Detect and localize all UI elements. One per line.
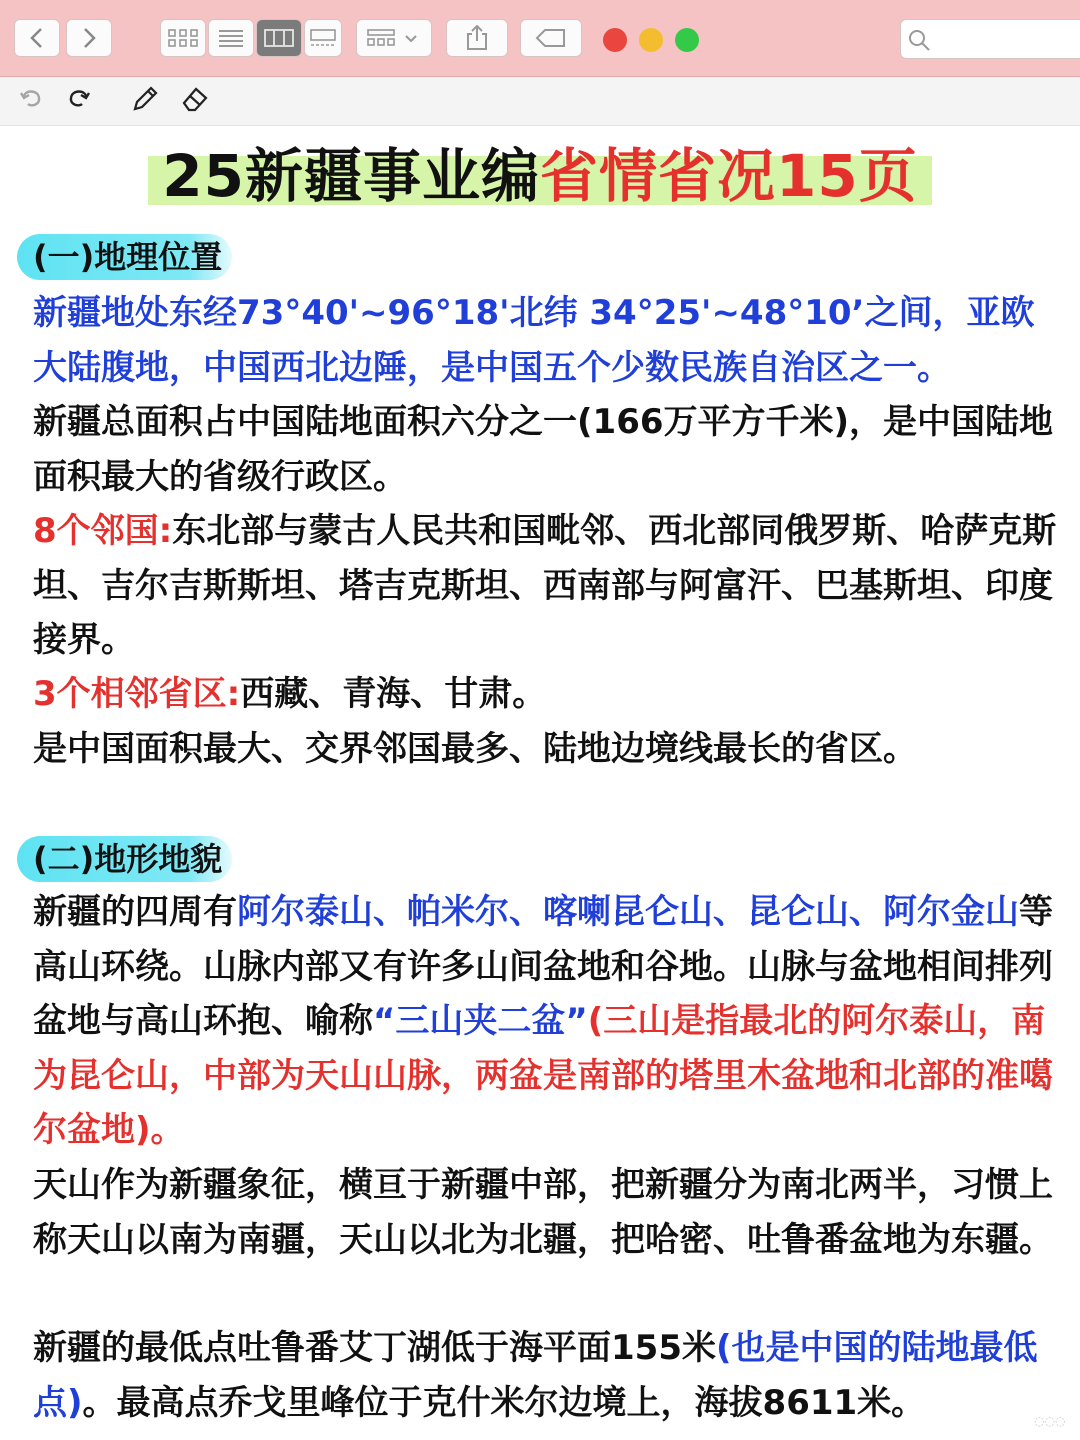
title-container — [0, 138, 1080, 214]
watermark-logo: ◌◌◌ — [1034, 1414, 1066, 1428]
section2-paragraph-mountains — [33, 885, 1058, 1158]
neighbors-text: 东北部与蒙古人民共和国毗邻、西北部同俄罗斯、哈萨克斯坦、吉尔吉斯斯坦、塔吉克斯坦、西南部与阿富汗、巴基斯坦、印度接界。 — [33, 511, 1057, 660]
tag-icon — [535, 28, 567, 48]
grid-view-button[interactable] — [160, 19, 206, 57]
section2-paragraph-elevation — [33, 1321, 1058, 1430]
back-button[interactable] — [14, 19, 60, 57]
markup-toolbar — [0, 77, 1080, 126]
three-mountains-explanation: (三山是指最北的阿尔泰山，南为昆仑山，中部为天山山脉，两盆是南部的塔里木盆地和北部的准噶尔盆地)。 — [33, 1001, 1053, 1150]
close-window-button[interactable] — [603, 28, 627, 52]
elevation-text-a: 新疆的最低点吐鲁番艾丁湖低于海平面155米 — [33, 1328, 716, 1368]
section1-paragraph-neighbors — [33, 504, 1058, 668]
title-part2: 省情省况15页 — [540, 142, 918, 210]
elevation-text-c: 。最高点乔戈里峰位于克什米尔边境上，海拔8611米。 — [82, 1382, 926, 1423]
section-heading-terrain: (二)地形地貌 — [17, 836, 232, 882]
search-icon — [907, 28, 931, 52]
forward-button[interactable] — [66, 19, 112, 57]
list-view-button[interactable] — [208, 19, 254, 57]
three-mountains-phrase: “三山夹二盆” — [373, 1001, 588, 1041]
column-view-button[interactable] — [256, 19, 302, 57]
minimize-window-button[interactable] — [639, 28, 663, 52]
section1-paragraph-area: 新疆总面积占中国陆地面积六分之一(166万平方千米)，是中国陆地面积最大的省级行政区。 — [33, 402, 1054, 497]
forward-icon — [81, 27, 97, 49]
section1-paragraph-provinces — [33, 667, 1058, 722]
back-icon — [29, 27, 45, 49]
pencil-icon[interactable] — [130, 84, 160, 114]
list-view-icon — [218, 28, 244, 48]
title-part1: 25新疆事业编 — [162, 142, 540, 210]
gallery-view-button[interactable] — [304, 19, 342, 57]
mountains-text-c: 等高山环绕。山脉内部又有许多山间盆地和谷地。山脉与盆地相间排列盆地与高山环抱、喻称 — [33, 892, 1053, 1041]
group-by-button[interactable] — [356, 19, 432, 57]
section1-paragraph-summary: 是中国面积最大、交界邻国最多、陆地边境线最长的省区。 — [33, 729, 917, 769]
group-icon — [366, 28, 422, 48]
section1-paragraph-location: 新疆地处东经73°40'~96°18'北纬 34°25'~48°10’之间，亚欧大陆腹地，中国西北边陲，是中国五个少数民族自治区之一。 — [33, 293, 1035, 388]
neighbors-label: 8个邻国: — [33, 511, 173, 551]
tag-button[interactable] — [520, 19, 582, 57]
zoom-window-button[interactable] — [675, 28, 699, 52]
page-title — [148, 138, 931, 214]
share-button[interactable] — [446, 19, 508, 57]
gallery-view-icon — [309, 28, 337, 48]
mountains-list: 阿尔泰山、帕米尔、喀喇昆仑山、昆仑山、阿尔金山 — [237, 892, 1019, 932]
mountains-text-a: 新疆的四周有 — [33, 892, 237, 932]
provinces-text: 西藏、青海、甘肃。 — [240, 674, 547, 714]
share-icon — [465, 25, 489, 51]
eraser-icon[interactable] — [180, 84, 210, 114]
provinces-label: 3个相邻省区: — [33, 674, 241, 714]
elevation-note: (也是中国的陆地最低点) — [33, 1328, 1038, 1423]
section-heading-geography: (一)地理位置 — [17, 234, 232, 280]
undo-icon[interactable] — [18, 84, 46, 112]
redo-icon[interactable] — [64, 84, 92, 112]
grid-view-icon — [168, 28, 198, 48]
search-field[interactable] — [900, 19, 1080, 59]
section2-paragraph-tianshan: 天山作为新疆象征，横亘于新疆中部，把新疆分为南北两半，习惯上称天山以南为南疆，天山以北为北疆，把哈密、吐鲁番盆地为东疆。 — [33, 1165, 1053, 1260]
column-view-icon — [264, 28, 294, 48]
